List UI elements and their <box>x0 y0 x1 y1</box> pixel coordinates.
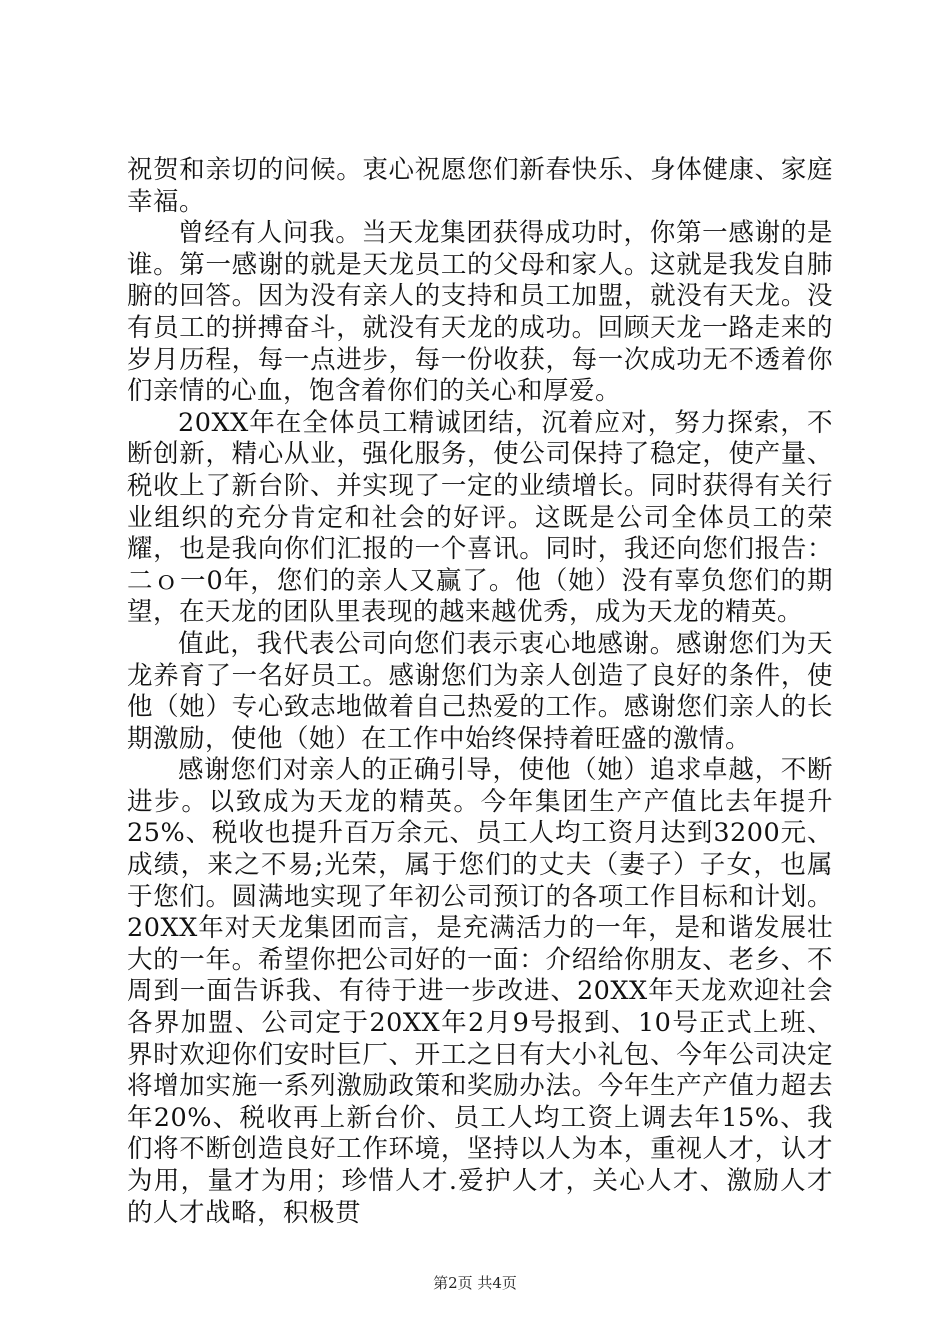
paragraph-thanks: 值此，我代表公司向您们表示衷心地感谢。感谢您们为天龙养育了一名好员工。感谢您们为亲人创造了良好的条件，使他（她）专心致志地做着自己热爱的工作。感谢您们亲人的长期激励，使他（她）在工作中始终保持着旺盛的激情。 <box>127 628 833 754</box>
paragraph-greeting-continuation: 祝贺和亲切的问候。衷心祝愿您们新春快乐、身体健康、家庭幸福。 <box>127 155 833 217</box>
letter-body <box>127 155 833 1229</box>
paragraph-achievements-plans: 感谢您们对亲人的正确引导，使他（她）追求卓越，不断进步。以致成为天龙的精英。今年集团生产产值比去年提升25%、税收也提升百万余元、员工人均工资月达到3200元、成绩，来之不易;光荣，属于您们的丈夫（妻子）子女，也属于您们。圆满地实现了年初公司预订的各项工作目标和计划。20XX年对天龙集团而言，是充满活力的一年，是和谐发展壮大的一年。希望你把公司好的一面：介绍给你朋友、老乡、不周到一面告诉我、有待于进一步改进、20XX年天龙欢迎社会各界加盟、公司定于20XX年2月9号报到、10号正式上班、界时欢迎你们安时巨厂、开工之日有大小礼包、今年公司决定将增加实施一系列激励政策和奖励办法。今年生产产值力超去年20%、税收再上新台价、员工人均工资上调去年15%、我们将不断创造良好工作环境，坚持以人为本，重视人才，认才为用，量才为用；珍惜人才.爱护人才，关心人才、激励人才的人才战略，积极贯 <box>127 755 833 1228</box>
paragraph-gratitude-family: 曾经有人问我。当天龙集团获得成功时，你第一感谢的是谁。第一感谢的就是天龙员工的父母和家人。这就是我发自肺腑的回答。因为没有亲人的支持和员工加盟，就没有天龙。没有员工的拼搏奋斗，就没有天龙的成功。回顾天龙一路走来的岁月历程，每一点进步，每一份收获，每一次成功无不透着你们亲情的心血，饱含着你们的关心和厚爱。 <box>127 218 833 407</box>
page-number-footer: 第2页 共4页 <box>433 1274 517 1292</box>
paragraph-year-report: 20XX年在全体员工精诚团结，沉着应对，努力探索，不断创新，精心从业，强化服务，使公司保持了稳定，使产量、税收上了新台阶、并实现了一定的业绩增长。同时获得有关行业组织的充分肯定和社会的好评。这既是公司全体员工的荣耀，也是我向你们汇报的一个喜讯。同时，我还向您们报告：二ｏ一0年，您们的亲人又赢了。他（她）没有辜负您们的期望，在天龙的团队里表现的越来越优秀，成为天龙的精英。 <box>127 407 833 628</box>
